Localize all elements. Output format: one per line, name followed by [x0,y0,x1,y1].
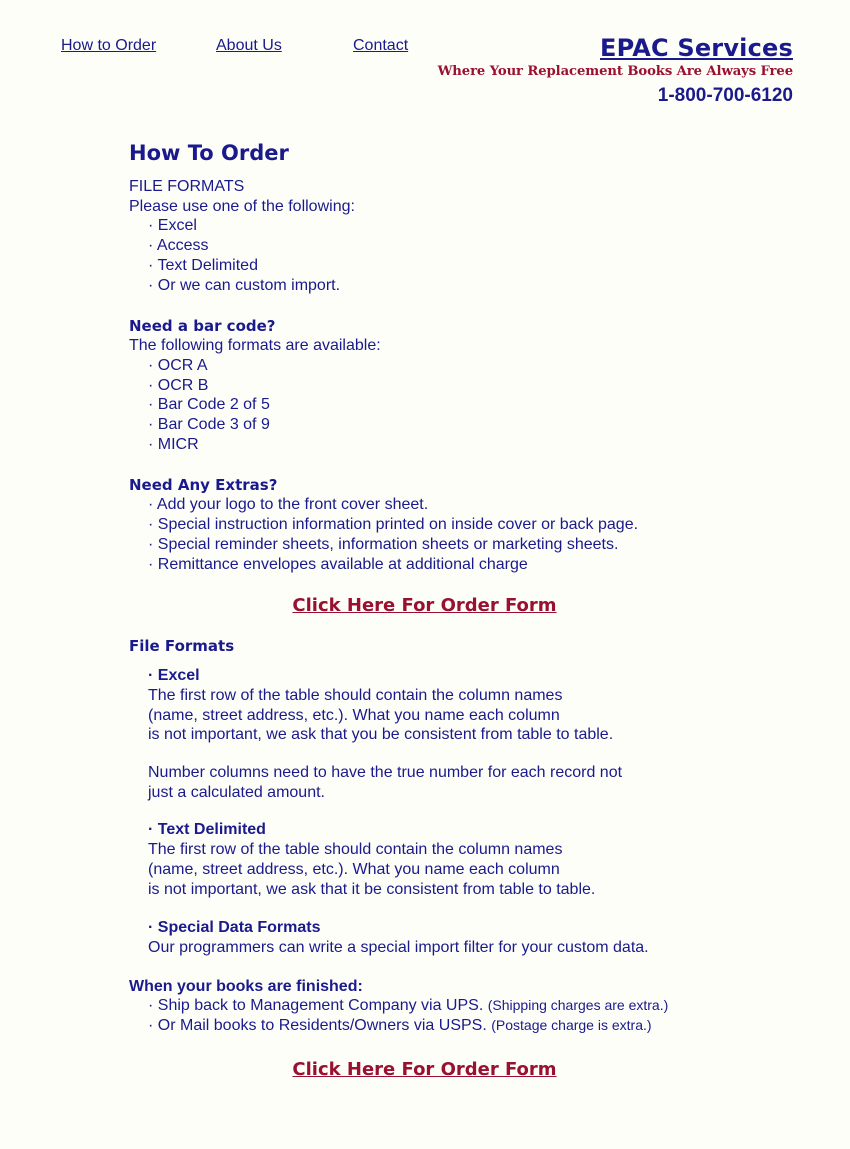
list-item: · Or we can custom import. [148,276,341,294]
text-delimited-line: is not important, we ask that it be consistent from table to table. [148,880,596,898]
brand-tagline: Where Your Replacement Books Are Always Free [437,64,793,79]
brand-title[interactable]: EPAC Services [600,34,793,62]
list-item: · Add your logo to the front cover sheet. [148,496,429,514]
list-item: · Remittance envelopes available at additional charge [148,555,528,573]
bar-code-heading: Need a bar code? [129,317,276,336]
order-form-link[interactable]: Click Here For Order Form [292,595,557,617]
brand-block [438,32,793,109]
excel-line: Number columns need to have the true number for each record not [148,764,623,782]
list-item: · Access [148,237,209,255]
file-formats-heading: File Formats [129,637,235,656]
list-item [129,996,749,1016]
excel-line: is not important, we ask that you be consistent from table to table. [148,726,614,744]
list-item: · Special reminder sheets, information sheets or marketing sheets. [148,535,619,553]
finished-heading: When your books are finished: [129,977,363,995]
list-item: · OCR A [148,356,208,374]
list-item: · MICR [148,435,199,453]
excel-line: just a calculated amount. [148,783,325,801]
list-item: · Excel [148,217,197,235]
main-content [129,138,749,1082]
nav-about-us[interactable]: About Us [216,37,282,54]
special-formats-line: Our programmers can write a special import filter for your custom data. [148,938,649,956]
text-delimited-line: (name, street address, etc.). What you name each column [148,860,560,878]
nav-contact[interactable]: Contact [353,37,409,54]
page-title: How To Order [129,141,289,165]
finished-item-note: (Shipping charges are extra.) [487,997,669,1014]
text-delimited-title: · Text Delimited [148,821,266,839]
list-item: · Bar Code 2 of 5 [148,396,270,414]
finished-item-main: · Ship back to Management Company via UPS. [148,997,484,1015]
list-item [129,1016,749,1036]
brand-phone: 1-800-700-6120 [657,85,793,106]
list-item: · Text Delimited [148,256,258,274]
excel-line: (name, street address, etc.). What you name each column [148,706,560,724]
nav-how-to-order[interactable]: How to Order [61,37,157,54]
order-form-link-bottom[interactable]: Click Here For Order Form [292,1058,557,1080]
file-formats-label: FILE FORMATS [129,178,245,195]
extras-heading: Need Any Extras? [129,476,278,495]
finished-item-note: (Postage charge is extra.) [491,1017,652,1034]
bar-code-prompt: The following formats are available: [129,337,381,355]
file-formats-prompt: Please use one of the following: [129,197,355,215]
special-formats-title: · Special Data Formats [148,919,321,937]
text-delimited-line: The first row of the table should contain the column names [148,841,563,859]
excel-title: · Excel [148,667,200,685]
list-item: · OCR B [148,376,209,394]
list-item: · Special instruction information printed on inside cover or back page. [148,516,639,534]
excel-line: The first row of the table should contain the column names [148,686,563,704]
list-item: · Bar Code 3 of 9 [148,416,270,434]
finished-item-main: · Or Mail books to Residents/Owners via USPS. [148,1017,487,1035]
